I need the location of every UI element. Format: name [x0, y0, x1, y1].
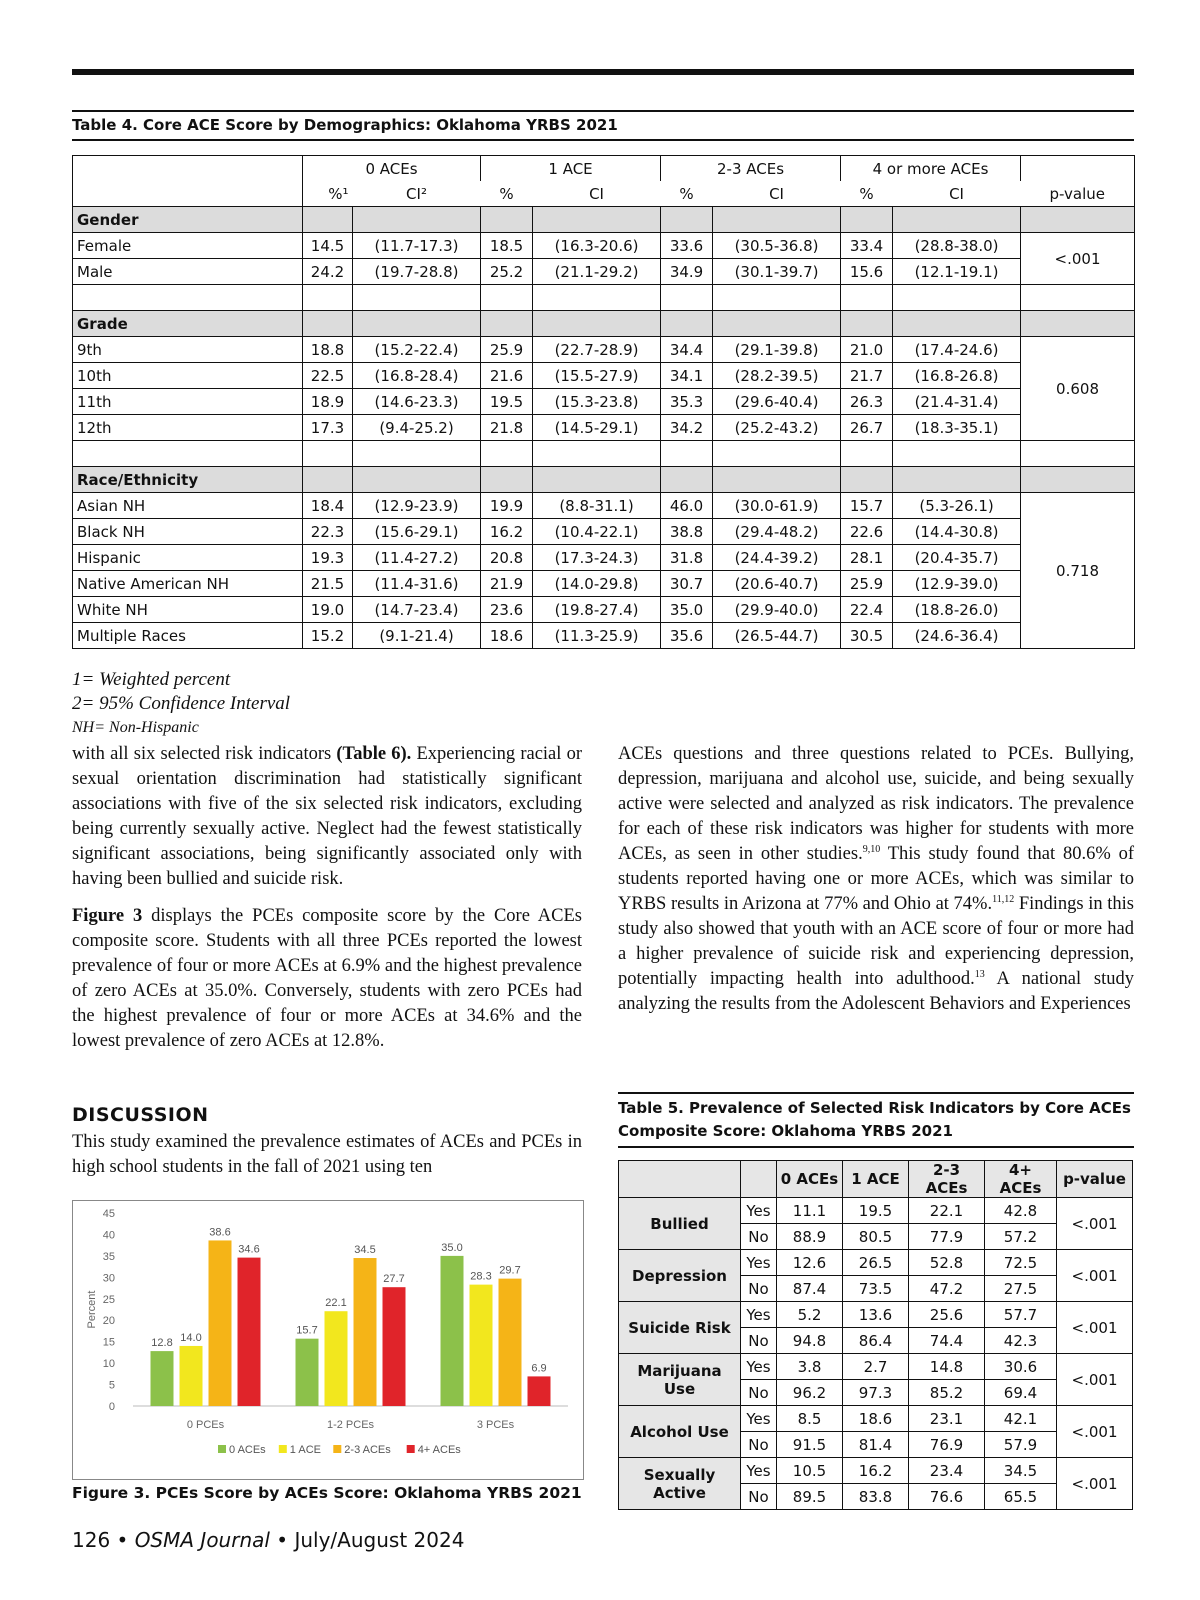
table-cell: 19.5 [481, 389, 533, 415]
y-tick-label: 15 [102, 1336, 115, 1349]
table-cell: 65.5 [985, 1484, 1057, 1510]
table-cell: (21.1-29.2) [533, 259, 661, 285]
table-cell: 26.5 [843, 1250, 909, 1276]
table-cell: 28.1 [841, 545, 893, 571]
sub-header-5: CI [713, 181, 841, 207]
table-cell: 10.5 [777, 1458, 843, 1484]
table-cell: 34.1 [661, 363, 713, 389]
table-cell: No [741, 1380, 777, 1406]
sub-header-4: % [661, 181, 713, 207]
row-label: Multiple Races [73, 623, 303, 649]
table-cell: (26.5-44.7) [713, 623, 841, 649]
table-cell: 34.9 [661, 259, 713, 285]
x-tick-label: 1-2 PCEs [326, 1419, 375, 1431]
table-cell: 11.1 [777, 1198, 843, 1224]
table-cell: 86.4 [843, 1328, 909, 1354]
table-cell: 20.8 [481, 545, 533, 571]
sub-header-7: CI [893, 181, 1021, 207]
figure-3-caption: Figure 3. PCEs Score by ACEs Score: Oklahoma YRBS 2021 [72, 1484, 582, 1502]
y-axis-label: Percent [86, 1290, 98, 1329]
table-row [73, 233, 1135, 259]
table-row [73, 337, 1135, 363]
table-cell: (22.7-28.9) [533, 337, 661, 363]
legend-swatch [333, 1445, 341, 1453]
table-cell: (12.1-19.1) [893, 259, 1021, 285]
t5-header-3: 4+ ACEs [985, 1161, 1057, 1198]
table4-sub-header-row [73, 181, 1135, 207]
paragraph-2: Figure 3 displays the PCEs composite score by the Core ACEs composite score. Students with all three PCEs reported the lowest prevalence of four or more ACEs at 6.9% and the highest prevalence of zero ACEs at 35.0%. Conversely, students with zero PCEs had the highest prevalence of four or more ACEs at 34.6% and the lowest prevalence of zero ACEs at 12.8%. [72, 906, 582, 1051]
legend-label: 0 ACEs [229, 1444, 266, 1456]
table-cell: 88.9 [777, 1224, 843, 1250]
table-cell: 81.4 [843, 1432, 909, 1458]
table-cell: 24.2 [303, 259, 353, 285]
section-label: Race/Ethnicity [73, 467, 303, 493]
table-cell: 23.1 [909, 1406, 985, 1432]
table-cell: (30.1-39.7) [713, 259, 841, 285]
col-group-1: 1 ACE [481, 156, 661, 182]
table-cell: (14.0-29.8) [533, 571, 661, 597]
table-cell: 23.6 [481, 597, 533, 623]
table-cell: 26.3 [841, 389, 893, 415]
bar-1-ace [180, 1346, 203, 1406]
p-value-cell: <.001 [1021, 233, 1135, 285]
indicator-label: Alcohol Use [619, 1406, 741, 1458]
sub-header-0: %¹ [303, 181, 353, 207]
row-label: 12th [73, 415, 303, 441]
table-cell: 33.4 [841, 233, 893, 259]
table-cell: (15.2-22.4) [353, 337, 481, 363]
page-footer: 126 • OSMA Journal • July/August 2024 [72, 1528, 465, 1552]
p-value-cell: <.001 [1057, 1406, 1133, 1458]
table-row [73, 389, 1135, 415]
row-label: Asian NH [73, 493, 303, 519]
table-cell: 74.4 [909, 1328, 985, 1354]
table-cell: 19.5 [843, 1198, 909, 1224]
table-row [619, 1458, 1133, 1484]
table-cell: 27.5 [985, 1276, 1057, 1302]
table-cell: 25.9 [841, 571, 893, 597]
data-label: 6.9 [531, 1362, 547, 1375]
table-cell: 13.6 [843, 1302, 909, 1328]
table-cell: 77.9 [909, 1224, 985, 1250]
table-cell: (12.9-39.0) [893, 571, 1021, 597]
table-cell: 47.2 [909, 1276, 985, 1302]
table-cell: 35.0 [661, 597, 713, 623]
table-cell: (15.5-27.9) [533, 363, 661, 389]
table-cell: (14.5-29.1) [533, 415, 661, 441]
y-tick-label: 45 [102, 1208, 115, 1220]
table-cell: No [741, 1328, 777, 1354]
table-cell: 42.3 [985, 1328, 1057, 1354]
table-cell: 34.4 [661, 337, 713, 363]
bar-chart-svg [73, 1201, 583, 1479]
table-cell: 26.7 [841, 415, 893, 441]
table-cell: 12.6 [777, 1250, 843, 1276]
table-cell: Yes [741, 1458, 777, 1484]
table-cell: 38.8 [661, 519, 713, 545]
indicator-label: Marijuana Use [619, 1354, 741, 1406]
table-cell: 94.8 [777, 1328, 843, 1354]
table-cell: (18.8-26.0) [893, 597, 1021, 623]
table-cell: 96.2 [777, 1380, 843, 1406]
table-cell: 15.6 [841, 259, 893, 285]
p-value-cell: <.001 [1057, 1354, 1133, 1406]
row-label: Native American NH [73, 571, 303, 597]
table-cell: 8.5 [777, 1406, 843, 1432]
table-cell: (21.4-31.4) [893, 389, 1021, 415]
table-cell: 72.5 [985, 1250, 1057, 1276]
table-cell: 57.7 [985, 1302, 1057, 1328]
table-cell: 18.5 [481, 233, 533, 259]
table-row [73, 259, 1135, 285]
table-cell: (20.6-40.7) [713, 571, 841, 597]
row-label: 11th [73, 389, 303, 415]
table-cell: (15.3-23.8) [533, 389, 661, 415]
table-cell: 76.6 [909, 1484, 985, 1510]
sub-header-6: % [841, 181, 893, 207]
table-cell: (8.8-31.1) [533, 493, 661, 519]
table-cell: Yes [741, 1406, 777, 1432]
table-cell: (11.4-27.2) [353, 545, 481, 571]
bar-4-aces [383, 1287, 406, 1406]
table-cell: 30.5 [841, 623, 893, 649]
spacer-row [73, 285, 1135, 311]
table-row [73, 519, 1135, 545]
left-column [72, 742, 582, 1066]
data-label: 38.6 [209, 1226, 231, 1239]
section-header-row [73, 467, 1135, 493]
table-row [619, 1198, 1133, 1224]
table-cell: (30.0-61.9) [713, 493, 841, 519]
data-label: 22.1 [325, 1297, 347, 1310]
table-cell: 16.2 [481, 519, 533, 545]
table-cell: (17.3-24.3) [533, 545, 661, 571]
table-cell: 31.8 [661, 545, 713, 571]
table-row [73, 623, 1135, 649]
p-value-cell: 0.718 [1021, 493, 1135, 649]
y-tick-label: 25 [102, 1293, 115, 1306]
table-row [619, 1250, 1133, 1276]
y-tick-label: 35 [102, 1250, 115, 1263]
table-cell: 21.5 [303, 571, 353, 597]
table-row [73, 415, 1135, 441]
data-label: 15.7 [296, 1324, 318, 1337]
table-cell: 22.1 [909, 1198, 985, 1224]
table-cell: 89.5 [777, 1484, 843, 1510]
table-cell: 15.7 [841, 493, 893, 519]
legend-label: 2-3 ACEs [344, 1444, 391, 1456]
row-label: White NH [73, 597, 303, 623]
table-cell: 57.9 [985, 1432, 1057, 1458]
p-value-cell: 0.608 [1021, 337, 1135, 441]
table-cell: (15.6-29.1) [353, 519, 481, 545]
col-group-2: 2-3 ACEs [661, 156, 841, 182]
table-cell: 87.4 [777, 1276, 843, 1302]
p-value-cell: <.001 [1057, 1302, 1133, 1354]
table5 [618, 1160, 1133, 1510]
table-cell: 57.2 [985, 1224, 1057, 1250]
table-cell: (29.6-40.4) [713, 389, 841, 415]
sub-header-1: CI² [353, 181, 481, 207]
table-cell: (16.8-26.8) [893, 363, 1021, 389]
section-header-row [73, 207, 1135, 233]
table-cell: 18.6 [843, 1406, 909, 1432]
table-cell: (20.4-35.7) [893, 545, 1021, 571]
note-3: NH= Non-Hispanic [72, 719, 199, 736]
data-label: 14.0 [180, 1331, 202, 1344]
table-cell: 16.2 [843, 1458, 909, 1484]
table-cell: (5.3-26.1) [893, 493, 1021, 519]
table-cell: 80.5 [843, 1224, 909, 1250]
table-cell: 25.9 [481, 337, 533, 363]
table-cell: 42.8 [985, 1198, 1057, 1224]
table-cell: 83.8 [843, 1484, 909, 1510]
x-tick-label: 3 PCEs [476, 1419, 515, 1431]
data-label: 34.5 [354, 1244, 376, 1257]
table-cell: No [741, 1432, 777, 1458]
row-label: 9th [73, 337, 303, 363]
data-label: 28.3 [470, 1270, 492, 1283]
table-cell: 52.8 [909, 1250, 985, 1276]
p-value-cell: <.001 [1057, 1250, 1133, 1302]
p-value-cell: <.001 [1057, 1198, 1133, 1250]
table-row [73, 363, 1135, 389]
table-cell: (11.7-17.3) [353, 233, 481, 259]
right-column [618, 742, 1134, 1029]
sub-header-8: p-value [1021, 181, 1135, 207]
table-cell: 30.6 [985, 1354, 1057, 1380]
y-tick-label: 5 [108, 1379, 115, 1392]
table-cell: 19.3 [303, 545, 353, 571]
table-row [73, 493, 1135, 519]
t5-header-0: 0 ACEs [777, 1161, 843, 1198]
figure-3-chart [72, 1200, 584, 1480]
indicator-label: Bullied [619, 1198, 741, 1250]
table-cell: 2.7 [843, 1354, 909, 1380]
note-1: 1= Weighted percent [72, 669, 231, 690]
table-cell: 25.2 [481, 259, 533, 285]
table5-title: Table 5. Prevalence of Selected Risk Indicators by Core ACEs Composite Score: Oklahoma YRBS 2021 [618, 1092, 1134, 1148]
discussion-paragraph: This study examined the prevalence estimates of ACEs and PCEs in high school students in the fall of 2021 using ten [72, 1132, 582, 1177]
table-cell: 69.4 [985, 1380, 1057, 1406]
table-cell: (28.2-39.5) [713, 363, 841, 389]
row-label: Male [73, 259, 303, 285]
table-cell: (19.8-27.4) [533, 597, 661, 623]
t5-header-2: 2-3 ACEs [909, 1161, 985, 1198]
paragraph-1: with all six selected risk indicators (Table 6). Experiencing racial or sexual orientation discrimination had statistically significant associations with five of the six selected risk indicators, excluding being currently sexually active. Neglect had the fewest statistically significant associations, being significantly associated only with having been bullied and suicide risk. [72, 744, 582, 889]
table-cell: (17.4-24.6) [893, 337, 1021, 363]
spacer-row [73, 441, 1135, 467]
table-row [619, 1354, 1133, 1380]
table-cell: (16.8-28.4) [353, 363, 481, 389]
table-cell: 18.4 [303, 493, 353, 519]
t5-header-1: 1 ACE [843, 1161, 909, 1198]
table5-header-row [619, 1161, 1133, 1198]
discussion-heading: DISCUSSION [72, 1104, 209, 1126]
section-label: Grade [73, 311, 303, 337]
table-cell: 19.9 [481, 493, 533, 519]
table4-group-header-row [73, 156, 1135, 182]
table-cell: 15.2 [303, 623, 353, 649]
table-cell: 22.6 [841, 519, 893, 545]
table-cell: 35.3 [661, 389, 713, 415]
table-cell: 14.5 [303, 233, 353, 259]
table-cell: 21.8 [481, 415, 533, 441]
table-row [73, 597, 1135, 623]
table4-notes [72, 668, 290, 740]
table-cell: 21.6 [481, 363, 533, 389]
table-cell: (14.7-23.4) [353, 597, 481, 623]
table-cell: 22.3 [303, 519, 353, 545]
data-label: 35.0 [441, 1241, 463, 1254]
table-cell: (9.4-25.2) [353, 415, 481, 441]
table-cell: 42.1 [985, 1406, 1057, 1432]
row-label: Female [73, 233, 303, 259]
paragraph-right: ACEs questions and three questions related to PCEs. Bullying, depression, marijuana and alcohol use, suicide, and being sexually active were selected and analyzed as risk indicators. The prevalence for each of these risk indicators was higher for students with more ACEs, as seen in other studies.$^{9,10}$ This study found that 80.6% of students reported having one or more ACEs, which was similar to YRBS results in Arizona at 77% and Ohio at 74%.$^{11,12}$ Findings in this study also showed that youth with an ACE score of four or more had a higher prevalence of suicide risk and experiencing depression, potentially impacting health into adulthood.$^{13}$ A national study analyzing the results from the Adolescent Behaviors and Experiences [618, 744, 1135, 1014]
table-row [73, 571, 1135, 597]
row-label: 10th [73, 363, 303, 389]
y-tick-label: 20 [102, 1315, 115, 1328]
table-cell: 25.6 [909, 1302, 985, 1328]
table-cell: 3.8 [777, 1354, 843, 1380]
col-group-3: 4 or more ACEs [841, 156, 1021, 182]
t5-header-4: p-value [1057, 1161, 1133, 1198]
table-cell: (28.8-38.0) [893, 233, 1021, 259]
table-cell: Yes [741, 1302, 777, 1328]
table-cell: (18.3-35.1) [893, 415, 1021, 441]
table-cell: (29.9-40.0) [713, 597, 841, 623]
table-cell: 22.5 [303, 363, 353, 389]
table-cell: 76.9 [909, 1432, 985, 1458]
sub-header-2: % [481, 181, 533, 207]
table-cell: 21.7 [841, 363, 893, 389]
table-row [619, 1302, 1133, 1328]
table-row [619, 1406, 1133, 1432]
table-row [73, 545, 1135, 571]
table-cell: (11.3-25.9) [533, 623, 661, 649]
table-cell: 22.4 [841, 597, 893, 623]
y-tick-label: 0 [108, 1401, 115, 1413]
bar-2-3-aces [499, 1279, 522, 1406]
table-cell: 46.0 [661, 493, 713, 519]
y-tick-label: 10 [102, 1358, 115, 1371]
table-cell: 5.2 [777, 1302, 843, 1328]
table-cell: 34.5 [985, 1458, 1057, 1484]
bar-2-3-aces [209, 1240, 232, 1406]
table-cell: 97.3 [843, 1380, 909, 1406]
table-cell: 85.2 [909, 1380, 985, 1406]
table-cell: (12.9-23.9) [353, 493, 481, 519]
col-group-0: 0 ACEs [303, 156, 481, 182]
table-cell: (14.4-30.8) [893, 519, 1021, 545]
table-cell: 18.9 [303, 389, 353, 415]
table-cell: 35.6 [661, 623, 713, 649]
section-header-row [73, 311, 1135, 337]
table-cell: (19.7-28.8) [353, 259, 481, 285]
table4-title: Table 4. Core ACE Score by Demographics: Oklahoma YRBS 2021 [72, 110, 1134, 141]
y-tick-label: 30 [102, 1272, 115, 1285]
table-cell: (24.6-36.4) [893, 623, 1021, 649]
section-label: Gender [73, 207, 303, 233]
data-label: 34.6 [238, 1243, 260, 1256]
row-label: Black NH [73, 519, 303, 545]
legend-label: 1 ACE [289, 1444, 321, 1456]
legend-swatch [407, 1445, 415, 1453]
table-cell: (30.5-36.8) [713, 233, 841, 259]
table-cell: 21.9 [481, 571, 533, 597]
x-tick-label: 0 PCEs [186, 1419, 225, 1431]
bar-0-aces [151, 1351, 174, 1406]
table-cell: 33.6 [661, 233, 713, 259]
table-cell: 18.6 [481, 623, 533, 649]
y-tick-label: 40 [102, 1229, 115, 1242]
data-label: 27.7 [383, 1273, 405, 1286]
table-cell: (24.4-39.2) [713, 545, 841, 571]
data-label: 29.7 [499, 1264, 521, 1277]
table-cell: 21.0 [841, 337, 893, 363]
top-rule [72, 69, 1134, 75]
table-cell: (11.4-31.6) [353, 571, 481, 597]
table-cell: (16.3-20.6) [533, 233, 661, 259]
table-cell: 30.7 [661, 571, 713, 597]
table-cell: 73.5 [843, 1276, 909, 1302]
table-cell: 19.0 [303, 597, 353, 623]
table-cell: (9.1-21.4) [353, 623, 481, 649]
indicator-label: Sexually Active [619, 1458, 741, 1510]
table-cell: 91.5 [777, 1432, 843, 1458]
p-value-cell: <.001 [1057, 1458, 1133, 1510]
table-cell: No [741, 1276, 777, 1302]
row-label: Hispanic [73, 545, 303, 571]
indicator-label: Depression [619, 1250, 741, 1302]
legend-label: 4+ ACEs [417, 1444, 461, 1456]
table-cell: 14.8 [909, 1354, 985, 1380]
table-cell: (29.1-39.8) [713, 337, 841, 363]
table-cell: (25.2-43.2) [713, 415, 841, 441]
table-cell: 34.2 [661, 415, 713, 441]
bar-0-aces [441, 1256, 464, 1406]
sub-header-3: CI [533, 181, 661, 207]
bar-0-aces [296, 1339, 319, 1406]
note-2: 2= 95% Confidence Interval [72, 693, 291, 714]
bar-2-3-aces [354, 1258, 377, 1406]
indicator-label: Suicide Risk [619, 1302, 741, 1354]
table-cell: Yes [741, 1250, 777, 1276]
legend-swatch [279, 1445, 287, 1453]
table-cell: (10.4-22.1) [533, 519, 661, 545]
table-cell: No [741, 1224, 777, 1250]
bar-4-aces [528, 1376, 551, 1406]
table-cell: 17.3 [303, 415, 353, 441]
table-cell: Yes [741, 1354, 777, 1380]
bar-1-ace [470, 1285, 493, 1406]
table-cell: No [741, 1484, 777, 1510]
legend-swatch [218, 1445, 226, 1453]
data-label: 12.8 [151, 1337, 173, 1350]
table-cell: Yes [741, 1198, 777, 1224]
table-cell: 23.4 [909, 1458, 985, 1484]
table4 [72, 155, 1135, 649]
bar-4-aces [238, 1258, 261, 1406]
table-cell: (14.6-23.3) [353, 389, 481, 415]
table-cell: (29.4-48.2) [713, 519, 841, 545]
table-cell: 18.8 [303, 337, 353, 363]
bar-1-ace [325, 1311, 348, 1406]
